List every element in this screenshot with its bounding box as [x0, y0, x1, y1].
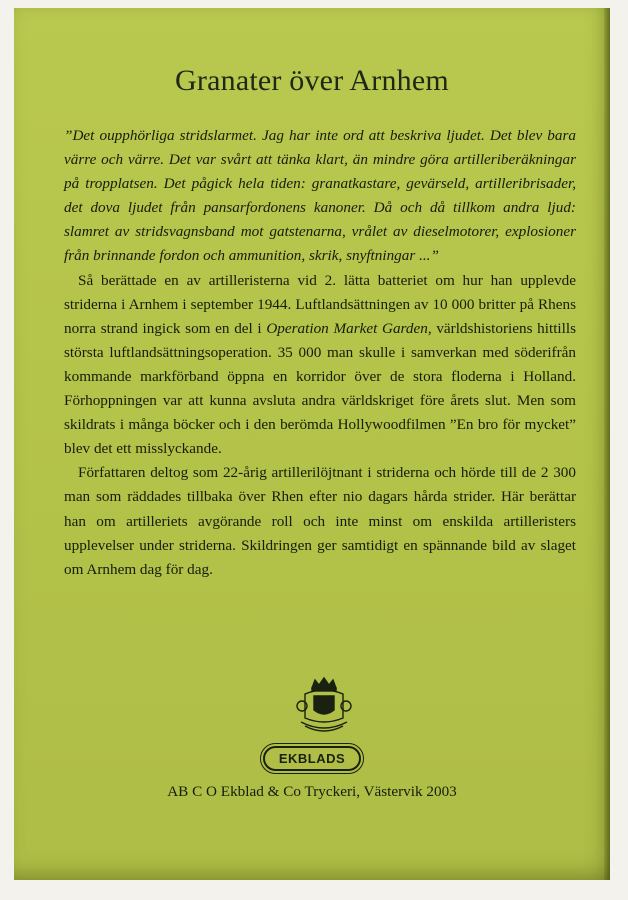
opening-quote: ”Det oupphörliga stridslarmet. Jag har inte ord att beskriva ljudet. Det blev bara värre och värre. Det var svårt att tänka klart, än mindre göra artilleriberäkningar på tropplatsen. Det pågick hela tiden: granatkastare, gevärseld, artilleribrisader, det dova ljudet från pansarfordonens kanoner. Då och då tillkom andra ljud: slamret av stridsvagnsband mot gatstenarna, vrålet av dieselmotorer, explosioner från brinnande fordon och ammunition, skrik, snyftningar ...”	[64, 127, 576, 265]
blurb-text	[64, 124, 576, 582]
paragraph-1-start: Så berättade en av artilleristerna vid 2. lätta batteriet om hur han upplevde striderna i Arnhem i september 1944. Luftlandsättningen av 10 000 britter på Rhens norra strand ingick som en del i	[64, 271, 576, 337]
blurb-paragraph-2: Författaren deltog som 22-årig artillerilöjtnant i striderna och hörde till de 2 300 man som räddades tillbaka över Rhen efter nio dagars hårda strider. Här berättar han om artilleriets avgörande roll och inte minst om enskilda artilleristers upplevelser under striderna. Skildringen ger samtidigt en spännande bild av slaget om Arnhem dag för dag.	[64, 464, 576, 578]
operation-name: Operation Market Garden,	[266, 319, 432, 337]
publisher-logo-wrap	[14, 746, 610, 771]
book-title: Granater över Arnhem	[175, 64, 449, 97]
royal-crest-icon	[295, 676, 353, 738]
paragraph-1-end: världshistoriens hittills största luftlandsättningsoperation. 35 000 man skulle i samverkan med söderifrån kommande markförband öppna en korridor över de stora floderna i Holland. Förhoppningen var att kunna avsluta andra världskriget före årets slut. Men som skildrats i många böcker och i den berömda Hollywoodfilmen ”En bro för mycket” blev det ett misslyckande.	[64, 319, 577, 458]
publisher-imprint: AB C O Ekblad & Co Tryckeri, Västervik 2003	[167, 783, 457, 800]
publisher-logo: EKBLADS	[263, 746, 361, 771]
blurb-paragraph-1	[64, 269, 576, 462]
book-back-cover	[14, 8, 610, 880]
